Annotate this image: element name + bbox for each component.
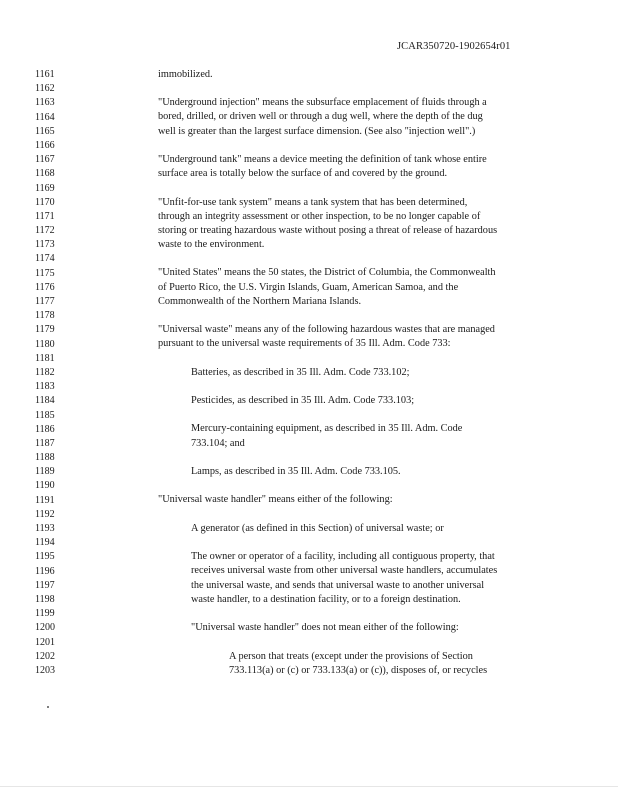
line-number: 1184 — [35, 395, 55, 407]
scan-speck — [47, 706, 49, 708]
text-line-1198: waste handler, to a destination facility, or to a foreign destination. — [191, 594, 461, 605]
text-line-1176: of Puerto Rico, the U.S. Virgin Islands, Guam, American Samoa, and the — [158, 282, 459, 293]
line-number: 1168 — [35, 168, 55, 180]
line-number: 1186 — [35, 423, 55, 435]
text-line-1168: surface area is totally below the surface of and covered by the ground. — [158, 168, 448, 179]
text-line-1179: "Universal waste" means any of the following hazardous wastes that are managed — [158, 324, 495, 335]
line-number-column — [35, 68, 55, 678]
line-number: 1162 — [35, 83, 55, 95]
text-line-1170: "Unfit-for-use tank system" means a tank system that has been determined, — [158, 197, 468, 208]
document-id: JCAR350720-1902654r01 — [397, 41, 511, 52]
text-line-1203: 733.113(a) or (c) or 733.133(a) or (c)), disposes of, or recycles — [229, 665, 488, 676]
text-line-1167: "Underground tank" means a device meeting the definition of tank whose entire — [158, 154, 487, 165]
page-bottom-edge — [0, 786, 618, 787]
line-number: 1172 — [35, 225, 55, 237]
line-number: 1201 — [35, 636, 55, 648]
line-number: 1185 — [35, 409, 55, 421]
text-line-1193: A generator (as defined in this Section) of universal waste; or — [191, 523, 444, 534]
text-line-1189: Lamps, as described in 35 Ill. Adm. Code 733.105. — [191, 466, 401, 477]
line-number: 1190 — [35, 480, 55, 492]
text-line-1200: "Universal waste handler" does not mean either of the following: — [191, 622, 459, 633]
line-number: 1176 — [35, 281, 55, 293]
line-number: 1198 — [35, 593, 55, 605]
text-line-1163: "Underground injection" means the subsurface emplacement of fluids through a — [158, 97, 487, 108]
line-number: 1188 — [35, 452, 55, 464]
text-line-1161: immobilized. — [158, 69, 213, 80]
line-number: 1200 — [35, 622, 55, 634]
text-line-1173: waste to the environment. — [158, 239, 265, 250]
line-number: 1161 — [35, 69, 55, 80]
line-number: 1180 — [35, 338, 55, 350]
line-number: 1170 — [35, 196, 55, 208]
text-line-1172: storing or treating hazardous waste without posing a threat of release of hazardous — [158, 225, 498, 236]
line-number: 1195 — [35, 551, 55, 563]
line-number: 1167 — [35, 154, 55, 166]
line-number: 1174 — [35, 253, 55, 265]
text-line-1187: 733.104; and — [191, 438, 245, 449]
text-line-1175: "United States" means the 50 states, the District of Columbia, the Commonwealth — [158, 267, 496, 278]
line-number: 1166 — [35, 139, 55, 151]
text-line-1184: Pesticides, as described in 35 Ill. Adm. Code 733.103; — [191, 395, 415, 406]
text-line-1197: the universal waste, and sends that universal waste to another universal — [191, 580, 485, 591]
line-number: 1202 — [35, 650, 55, 662]
text-line-1164: bored, drilled, or driven well or through a dug well, where the depth of the dug — [158, 111, 483, 122]
text-line-1182: Batteries, as described in 35 Ill. Adm. Code 733.102; — [191, 367, 410, 378]
text-line-1202: A person that treats (except under the provisions of Section — [229, 651, 473, 662]
line-number: 1187 — [35, 437, 55, 449]
line-number: 1197 — [35, 579, 55, 591]
text-line-1171: through an integrity assessment or other inspection, to be no longer capable of — [158, 211, 481, 222]
line-number: 1163 — [35, 97, 55, 109]
line-number: 1175 — [35, 267, 55, 279]
line-number: 1199 — [35, 608, 55, 620]
line-number: 1177 — [35, 296, 55, 307]
line-number: 1164 — [35, 111, 55, 123]
line-number: 1196 — [35, 565, 55, 577]
line-number: 1169 — [35, 182, 55, 194]
line-number: 1171 — [35, 210, 55, 222]
line-number: 1189 — [35, 466, 55, 478]
text-line-1191: "Universal waste handler" means either of the following: — [158, 494, 393, 505]
line-number: 1178 — [35, 310, 55, 322]
line-number: 1182 — [35, 366, 55, 378]
text-line-1177: Commonwealth of the Northern Mariana Islands. — [158, 296, 362, 307]
line-number: 1194 — [35, 537, 55, 549]
text-line-1180: pursuant to the universal waste requirements of 35 Ill. Adm. Code 733: — [158, 338, 451, 349]
line-number: 1191 — [35, 494, 55, 506]
text-line-1196: receives universal waste from other universal waste handlers, accumulates — [191, 565, 498, 576]
line-number: 1203 — [35, 664, 55, 676]
line-number: 1183 — [35, 381, 55, 393]
line-number: 1165 — [35, 125, 55, 137]
text-line-1195: The owner or operator of a facility, including all contiguous property, that — [191, 551, 495, 562]
text-line-1165: well is greater than the largest surface dimension. (See also "injection well".) — [158, 126, 476, 137]
line-number: 1181 — [35, 352, 55, 364]
line-number: 1179 — [35, 324, 55, 336]
text-line-1186: Mercury-containing equipment, as described in 35 Ill. Adm. Code — [191, 423, 463, 434]
line-number: 1192 — [35, 508, 55, 520]
line-number: 1173 — [35, 239, 55, 251]
line-number: 1193 — [35, 523, 55, 534]
